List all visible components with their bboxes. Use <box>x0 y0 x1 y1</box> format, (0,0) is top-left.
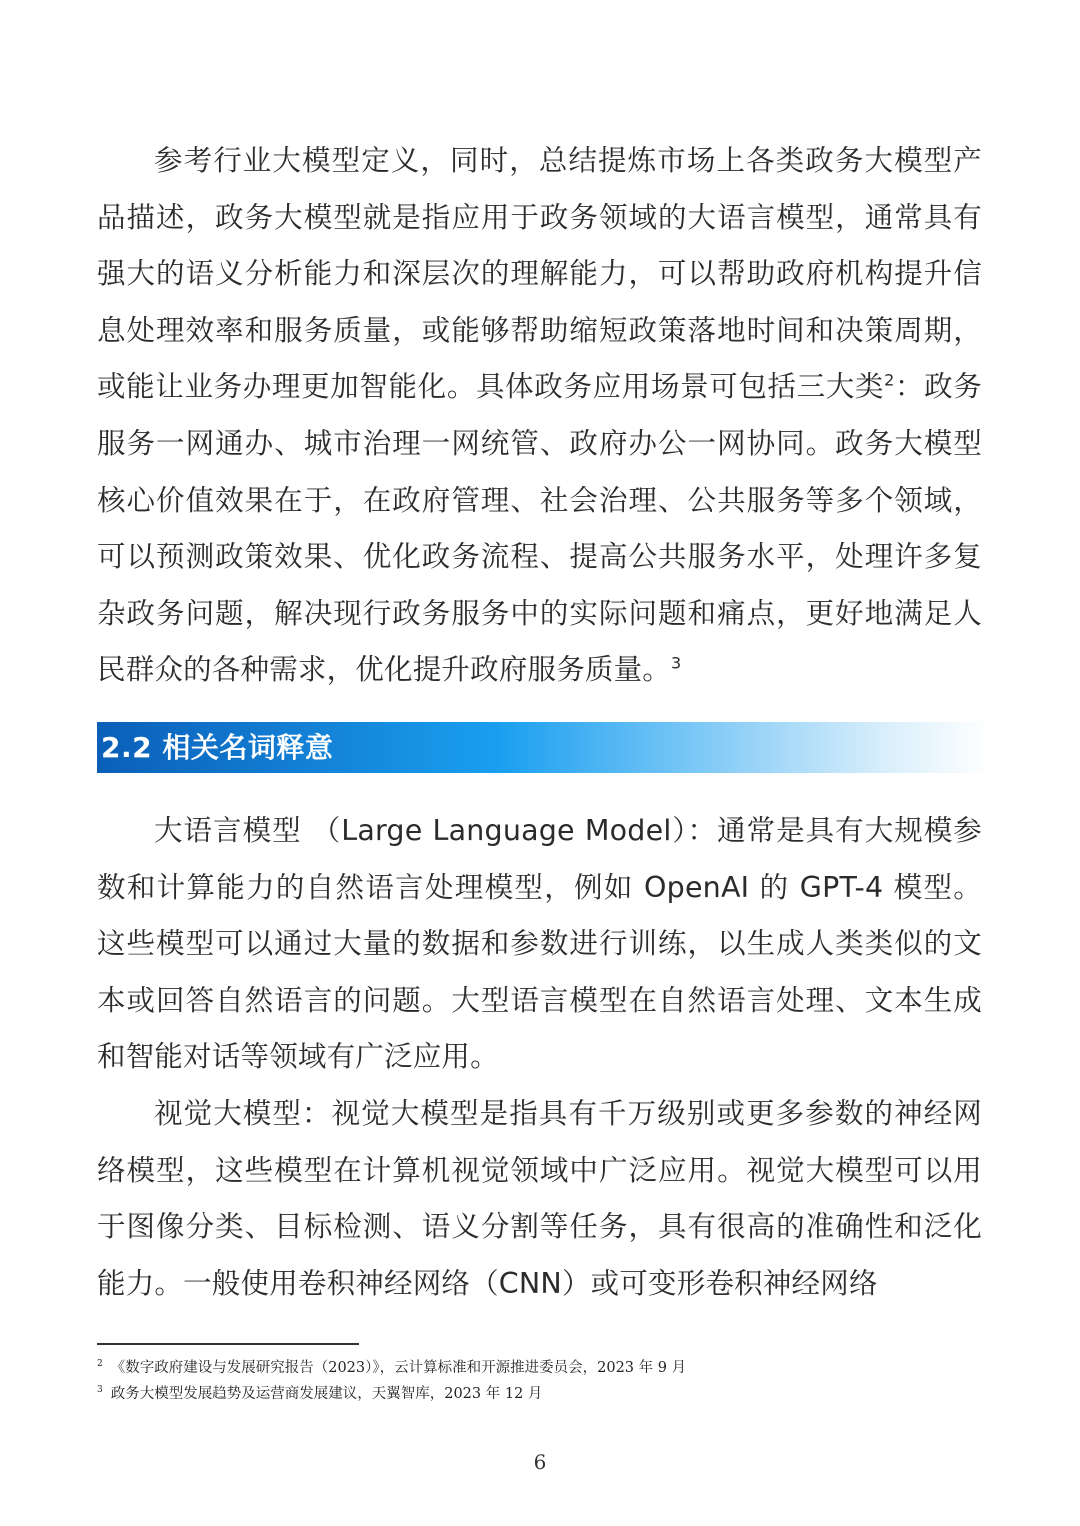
footnote-ref-2[interactable]: 2 <box>884 370 895 390</box>
footnote-ref-3[interactable]: 3 <box>671 653 682 673</box>
terms-text <box>97 803 982 1312</box>
paragraph-text-2: ：政务服务一网通办、城市治理一网统管、政府办公一网协同。政务大模型核心价值效果在于，在政府管理、社会治理、公共服务等多个领域，可以预测政策效果、优化政务流程、提高公共服务水平，处理许多复杂政务问题，解决现行政务服务中的实际问题和痛点，更好地满足人民群众的各种需求，优化提升政府服务质量。 <box>97 370 982 687</box>
paragraph-llm: 大语言模型 （Large Language Model）：通常是具有大规模参数和计算能力的自然语言处理模型，例如 OpenAI 的 GPT-4 模型。这些模型可以通过大量的数据和参数进行训练，以生成人类类似的文本或回答自然语言的问题。大型语言模型在自然语言处理、文本生成和智能对话等领域有广泛应用。 <box>97 814 982 1074</box>
footnote-mark: 2 <box>97 1359 103 1369</box>
footnote-text: 政务大模型发展趋势及运营商发展建议，天翼智库，2023 年 12 月 <box>110 1385 543 1402</box>
page-number: 6 <box>533 1450 547 1474</box>
body-text <box>97 133 982 699</box>
paragraph-gov-model <box>97 133 982 699</box>
paragraph-vision-model: 视觉大模型：视觉大模型是指具有千万级别或更多参数的神经网络模型，这些模型在计算机视觉领域中广泛应用。视觉大模型可以用于图像分类、目标检测、语义分割等任务，具有很高的准确性和泛化能力。一般使用卷积神经网络（CNN）或可变形卷积神经网络 <box>97 1096 982 1300</box>
footnote-text: 《数字政府建设与发展研究报告（2023）》，云计算标准和开源推进委员会，2023 年 9 月 <box>110 1359 687 1376</box>
footnote-3 <box>97 1379 982 1405</box>
footnote-2 <box>97 1353 982 1379</box>
paragraph-text-1: 参考行业大模型定义，同时，总结提炼市场上各类政务大模型产品描述，政务大模型就是指应用于政务领域的大语言模型，通常具有强大的语义分析能力和深层次的理解能力，可以帮助政府机构提升信息处理效率和服务质量，或能够帮助缩短政策落地时间和决策周期，或能让业务办理更加智能化。具体政务应用场景可包括三大类 <box>97 144 982 404</box>
footnote-mark: 3 <box>97 1384 103 1395</box>
section-header-bar <box>97 722 990 773</box>
footnotes <box>97 1353 982 1405</box>
section-title: 2.2 相关名词释意 <box>101 731 334 764</box>
footnote-divider <box>97 1343 359 1345</box>
